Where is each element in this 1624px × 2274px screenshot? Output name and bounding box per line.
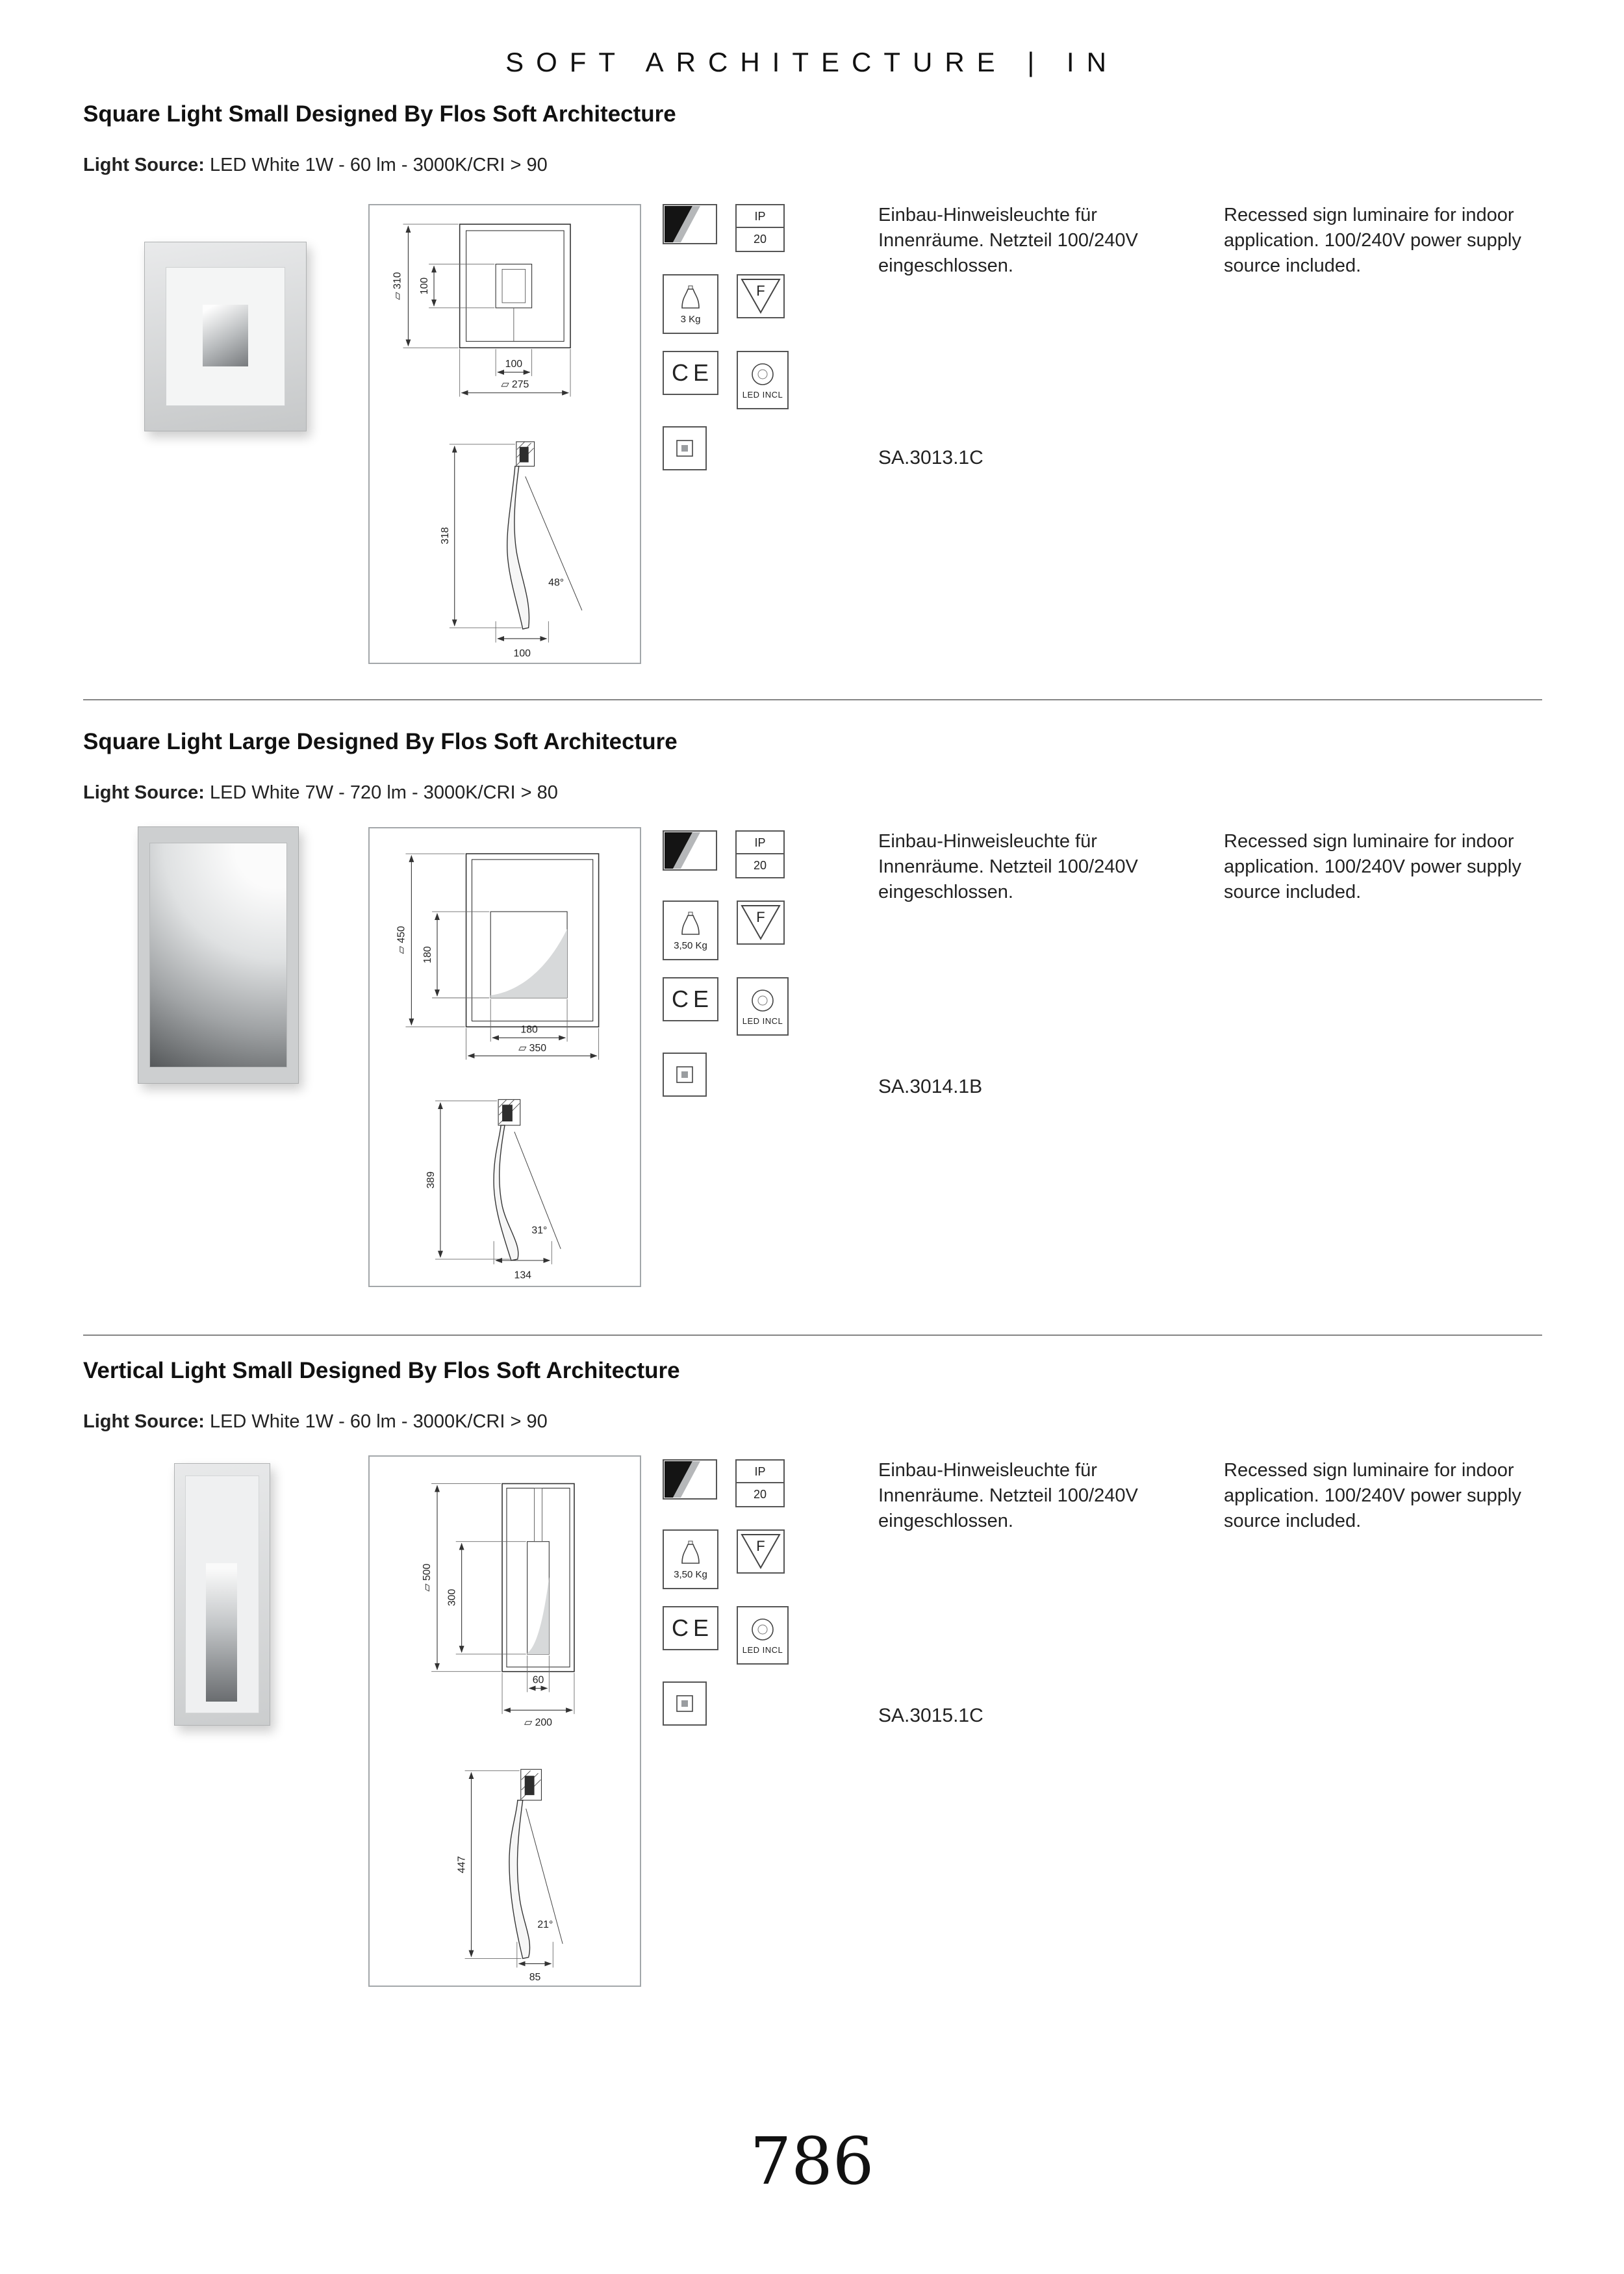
dim-side-height: 318 [439,527,451,544]
dim-front-height-outer: ▱ 450 [396,926,407,954]
recessed-square-icon [663,1681,707,1726]
led-included-box [737,977,789,1036]
sku-code: SA.3015.1C [878,1705,983,1726]
weight-icon-box [663,1529,718,1589]
section-divider [83,699,1542,700]
led-included-box [737,351,789,409]
ce-mark: CE [663,351,718,395]
ip-label: IP [737,205,783,228]
recessed-square-icon [663,426,707,470]
dim-front-width-outer: ▱ 350 [518,1043,547,1054]
f-mark-box [737,901,785,945]
light-source-label: Light Source: [83,1411,205,1432]
technical-drawing-box-3 [368,1455,641,1987]
led-included-label: LED INCL [742,1644,783,1655]
page-header: SOFT ARCHITECTURE | IN [505,47,1119,77]
product-photo-square-small [144,242,307,431]
f-mark-box [737,1529,785,1574]
led-lamp-icon [748,1616,777,1642]
led-included-label: LED INCL [742,389,783,400]
technical-drawing-box-2 [368,827,641,1287]
ip-rating-box [735,204,785,252]
description-german: Einbau-Hinweisleuchte für Innenräume. Netzteil 100/240V eingeschlossen. [878,1460,1138,1531]
description-english: Recessed sign luminaire for indoor application. 100/240V power supply source included. [1224,831,1521,902]
weight-value: 3,50 Kg [674,1568,707,1580]
description-german: Einbau-Hinweisleuchte für Innenräume. Netzteil 100/240V eingeschlossen. [878,831,1138,902]
photo-light-opening [203,305,247,367]
ip-value: 20 [753,859,767,872]
ip-rating-box [735,1459,785,1507]
recessed-square-icon [663,1053,707,1097]
dim-front-width-outer: ▱ 275 [501,379,529,390]
section2-light-source [83,782,558,804]
ip-rating-box [735,830,785,878]
technical-drawing-1 [370,205,640,663]
weight-icon [676,284,705,311]
light-source-label: Light Source: [83,155,205,175]
section-divider [83,1335,1542,1336]
f-mark-label: F [756,283,765,299]
dim-front-height-outer: ▱ 500 [422,1563,433,1592]
photo-light-opening [149,843,287,1068]
f-mark-icon [739,277,782,315]
ce-mark: CE [663,977,718,1021]
page-number: 786 [750,2123,874,2199]
dim-front-height-inner: 180 [422,946,434,964]
f-mark-icon [739,904,782,941]
weight-icon [676,910,705,938]
f-mark-label: F [756,909,765,925]
dim-side-width: 85 [529,1972,541,1984]
led-lamp-icon [748,988,777,1014]
dim-beam-angle: 21° [537,1919,553,1930]
technical-drawing-2 [370,828,640,1286]
dim-front-height-inner: 300 [446,1589,458,1607]
light-source-value: LED White 1W - 60 lm - 3000K/CRI > 90 [209,1411,548,1432]
dim-front-width-inner: 180 [520,1024,538,1036]
dim-front-width-inner: 100 [505,358,523,370]
certification-icons-1 [663,204,812,483]
ip-label: IP [737,1461,783,1483]
dim-beam-angle: 31° [531,1225,548,1236]
section3-title: Vertical Light Small Designed By Flos Soft Architecture [83,1358,680,1383]
beam-emission-icon [663,830,717,871]
light-source-value: LED White 1W - 60 lm - 3000K/CRI > 90 [209,155,548,175]
description-german: Einbau-Hinweisleuchte für Innenräume. Netzteil 100/240V eingeschlossen. [878,205,1138,276]
ip-label: IP [737,832,783,854]
light-source-label: Light Source: [83,782,205,803]
description-english: Recessed sign luminaire for indoor application. 100/240V power supply source included. [1224,205,1521,276]
weight-value: 3 Kg [680,313,701,325]
weight-icon-box [663,901,718,960]
f-mark-box [737,274,785,318]
beam-emission-icon [663,1459,717,1500]
led-lamp-icon [748,361,777,387]
technical-drawing-3 [370,1457,640,1986]
description-english: Recessed sign luminaire for indoor application. 100/240V power supply source included. [1224,1460,1521,1531]
sku-code: SA.3013.1C [878,447,983,468]
weight-icon [676,1539,705,1566]
technical-drawing-box-1 [368,204,641,664]
dim-front-width-inner: 60 [532,1674,544,1686]
section2-title: Square Light Large Designed By Flos Soft Architecture [83,729,678,754]
dim-front-height-outer: ▱ 310 [392,272,403,300]
dim-side-height: 447 [456,1856,468,1874]
product-photo-vertical-small [174,1463,270,1726]
dim-side-width: 100 [513,648,531,659]
sku-code: SA.3014.1B [878,1076,983,1097]
weight-icon-box [663,274,718,334]
beam-emission-icon [663,204,717,244]
photo-light-opening [206,1563,237,1702]
section1-light-source [83,155,548,176]
dim-side-width: 134 [514,1270,531,1281]
certification-icons-2 [663,830,812,1110]
led-included-label: LED INCL [742,1016,783,1026]
f-mark-label: F [756,1538,765,1554]
f-mark-icon [739,1533,782,1570]
certification-icons-3 [663,1459,812,1739]
dim-front-width-outer: ▱ 200 [524,1717,552,1728]
ce-mark: CE [663,1606,718,1650]
section3-light-source [83,1411,548,1433]
weight-value: 3,50 Kg [674,939,707,951]
dim-front-height-inner: 100 [419,277,431,295]
dim-side-height: 389 [425,1171,437,1189]
led-included-box [737,1606,789,1665]
product-photo-square-large [138,826,299,1084]
dim-beam-angle: 48° [548,577,565,589]
ip-value: 20 [753,233,767,246]
section1-title: Square Light Small Designed By Flos Soft Architecture [83,101,676,127]
ip-value: 20 [753,1488,767,1501]
light-source-value: LED White 7W - 720 lm - 3000K/CRI > 80 [209,782,558,803]
